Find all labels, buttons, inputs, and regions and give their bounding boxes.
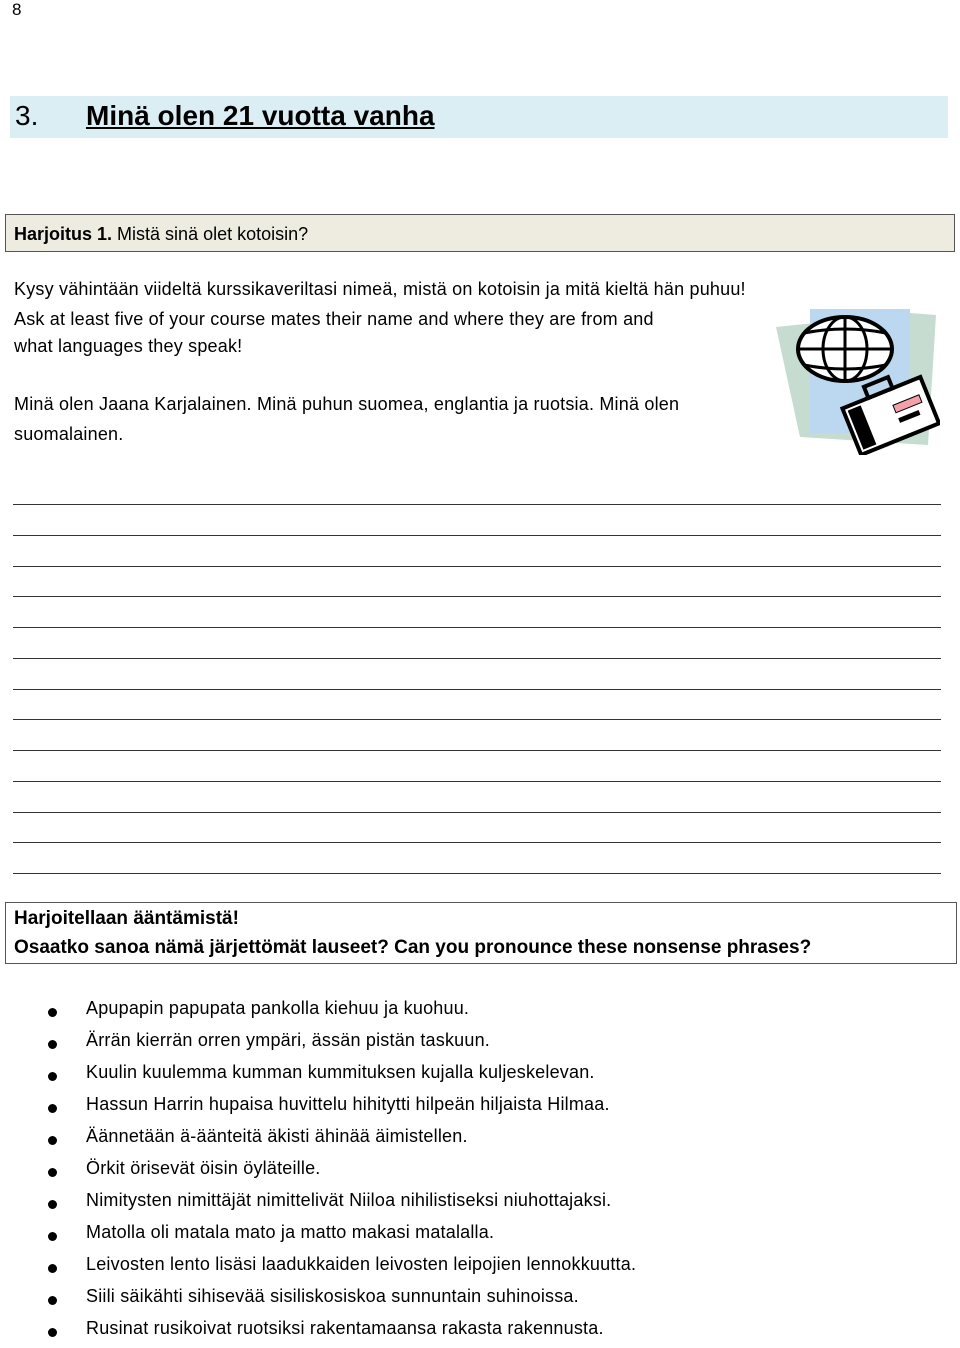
bullet-icon (48, 1072, 57, 1081)
writing-line[interactable] (13, 750, 941, 751)
bullet-icon (48, 1008, 57, 1017)
writing-line[interactable] (13, 812, 941, 813)
phrase-text: Siili säikähti sihisevää sisiliskosiskoa sunnuntain suhinoissa. (86, 1286, 579, 1306)
page-number: 8 (12, 0, 22, 19)
phrase-text: Hassun Harrin hupaisa huvittelu hihitytti hilpeän hiljaista Hilmaa. (86, 1094, 610, 1114)
writing-line[interactable] (13, 781, 941, 782)
bullet-icon (48, 1232, 57, 1241)
list-item (0, 998, 960, 1028)
list-item (0, 1254, 960, 1284)
bullet-icon (48, 1328, 57, 1337)
pronunciation-subheading: Osaatko sanoa nämä järjettömät lauseet? Can you pronounce these nonsense phrases? (14, 937, 812, 958)
bullet-icon (48, 1168, 57, 1177)
list-item (0, 1222, 960, 1252)
list-item (0, 1158, 960, 1188)
example-line-2: suomalainen. (14, 424, 124, 444)
pronunciation-header (5, 902, 957, 964)
writing-line[interactable] (13, 689, 941, 690)
phrase-text: Leivosten lento lisäsi laadukkaiden leivosten leipojien lennokkuutta. (86, 1254, 637, 1274)
phrase-text: Kuulin kuulemma kumman kummituksen kujalla kuljeskelevan. (86, 1062, 595, 1082)
bullet-icon (48, 1296, 57, 1305)
globe-suitcase-icon (770, 305, 940, 455)
bullet-icon (48, 1136, 57, 1145)
chapter-title (10, 96, 948, 138)
list-item (0, 1318, 960, 1348)
list-item (0, 1286, 960, 1316)
writing-line[interactable] (13, 719, 941, 720)
bullet-icon (48, 1104, 57, 1113)
example-line-1: Minä olen Jaana Karjalainen. Minä puhun suomea, englantia ja ruotsia. Minä olen (14, 394, 680, 414)
writing-line[interactable] (13, 535, 941, 536)
list-item (0, 1094, 960, 1124)
exercise-1-label: Harjoitus 1. (14, 224, 113, 244)
phrase-text: Rusinat rusikoivat ruotsiksi rakentamaansa rakasta rakennusta. (86, 1318, 604, 1338)
phrase-text: Nimitysten nimittäjät nimittelivät Niiloa nihilistiseksi niuhottajaksi. (86, 1190, 612, 1210)
exercise-1-header (5, 214, 955, 252)
writing-line[interactable] (13, 627, 941, 628)
writing-line[interactable] (13, 504, 941, 505)
chapter-title-text: Minä olen 21 vuotta vanha (86, 100, 435, 131)
instruction-en-line-1: Ask at least five of your course mates their name and where they are from and (14, 309, 654, 329)
bullet-icon (48, 1200, 57, 1209)
writing-line[interactable] (13, 658, 941, 659)
writing-line[interactable] (13, 566, 941, 567)
list-item (0, 1062, 960, 1092)
list-item (0, 1030, 960, 1060)
exercise-1-question: Mistä sinä olet kotoisin? (117, 224, 309, 244)
phrase-text: Apupapin papupata pankolla kiehuu ja kuohuu. (86, 998, 470, 1018)
writing-line[interactable] (13, 873, 941, 874)
writing-line[interactable] (13, 596, 941, 597)
phrase-text: Matolla oli matala mato ja matto makasi matalalla. (86, 1222, 495, 1242)
instruction-fi: Kysy vähintään viideltä kurssikaveriltasi nimeä, mistä on kotoisin ja mitä kieltä hän puhuu! (14, 279, 746, 299)
writing-line[interactable] (13, 842, 941, 843)
phrase-text: Örkit örisevät öisin öyläteille. (86, 1158, 321, 1178)
list-item (0, 1190, 960, 1220)
bullet-icon (48, 1264, 57, 1273)
instruction-en-line-2: what languages they speak! (14, 336, 243, 356)
list-item (0, 1126, 960, 1156)
phrase-text: Äännetään ä-äänteitä äkisti ähinää äimistellen. (86, 1126, 468, 1146)
bullet-icon (48, 1040, 57, 1049)
pronunciation-heading: Harjoitellaan ääntämistä! (14, 908, 239, 929)
phrase-text: Ärrän kierrän orren ympäri, ässän pistän taskuun. (86, 1030, 490, 1050)
chapter-number: 3. (15, 100, 39, 131)
